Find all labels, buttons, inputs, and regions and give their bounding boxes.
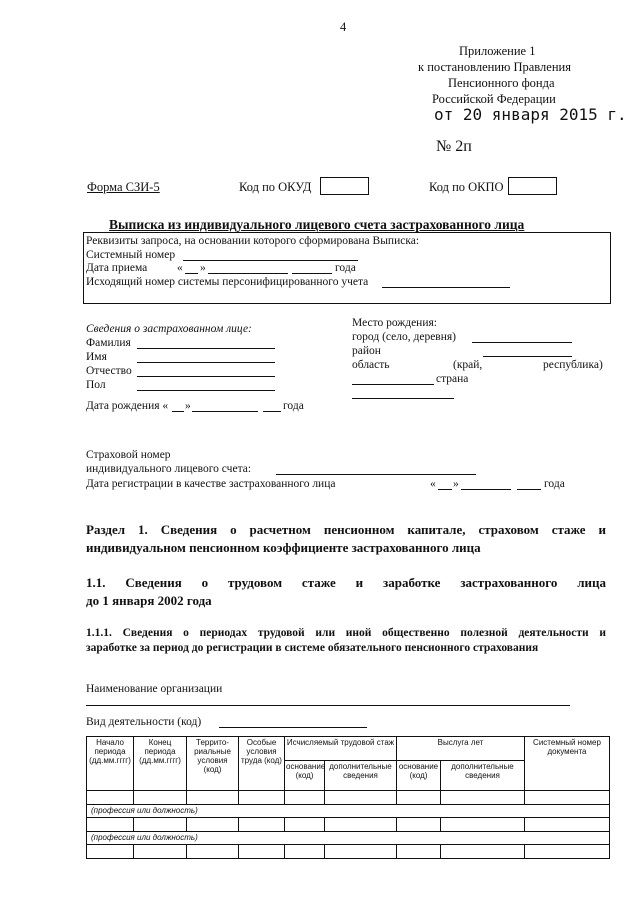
surname-field[interactable]	[137, 348, 275, 349]
registration-day-field[interactable]	[438, 489, 452, 490]
okud-label: Код по ОКУД	[239, 180, 312, 194]
system-number-label: Системный номер	[86, 249, 176, 261]
gender-label: Пол	[86, 379, 106, 391]
request-heading: Реквизиты запроса, на основании которого сформирована Выписка:	[86, 235, 420, 247]
okud-code-box[interactable]	[320, 177, 369, 195]
region-label: область	[352, 359, 390, 371]
col-header-years-service: Выслуга лет	[397, 737, 525, 761]
section-1-heading-line-2: индивидуальном пенсионном коэффициенте застрахованного лица	[86, 540, 481, 555]
col-header-service-extra: дополнительные сведения	[441, 761, 525, 791]
registration-date-label: Дата регистрации в качестве застрахованного лица	[86, 478, 336, 490]
birth-month-field[interactable]	[192, 411, 258, 412]
receipt-date-mid: »	[200, 262, 206, 274]
receipt-year-label: года	[335, 262, 356, 274]
receipt-day-field[interactable]	[185, 273, 198, 274]
republic-label: республика)	[543, 359, 603, 371]
annex-date: от 20 января 2015 г.	[434, 105, 627, 124]
col-header-end: Конец периода (дд.мм.гггг)	[134, 737, 187, 791]
section-1-1-1-heading-line-2: заработке за период до регистрации в системе обязательного пенсионного страхования	[86, 642, 539, 654]
registration-date-open: «	[430, 478, 436, 490]
profession-note: (профессия или должность)	[87, 832, 610, 845]
insurance-number-label-2: индивидуального лицевого счета:	[86, 463, 252, 475]
registration-year-field[interactable]	[517, 489, 541, 490]
section-1-heading-line-1: Раздел 1. Сведения о расчетном пенсионном капитале, страховом стаже и	[86, 522, 606, 537]
organization-label: Наименование организации	[86, 683, 223, 695]
table-note-row	[87, 832, 610, 845]
periods-table	[86, 736, 610, 859]
document-title: Выписка из индивидуального лицевого счета застрахованного лица	[109, 217, 525, 232]
district-label: район	[352, 345, 381, 357]
insurance-number-field[interactable]	[276, 474, 476, 475]
col-header-special: Особые условия труда (код)	[239, 737, 285, 791]
col-header-doc-number: Системный номер документа	[525, 737, 610, 791]
okpo-code-box[interactable]	[508, 177, 557, 195]
birth-year-label: года	[283, 400, 304, 412]
col-header-calc-extra: дополнительные сведения	[325, 761, 397, 791]
section-1-1-heading-line-2: до 1 января 2002 года	[86, 593, 212, 608]
receipt-date-open: «	[177, 262, 183, 274]
organization-field[interactable]	[86, 705, 570, 706]
table-row	[87, 818, 610, 832]
birth-date-label: Дата рождения «	[86, 400, 169, 412]
form-name: Форма СЗИ-5	[87, 180, 160, 194]
registration-year-label: года	[544, 478, 565, 490]
activity-label: Вид деятельности (код)	[86, 716, 202, 728]
col-header-territorial: Террито-риальные условия (код)	[187, 737, 239, 791]
region-field[interactable]	[352, 384, 434, 385]
country-label: страна	[436, 373, 469, 385]
annex-number: № 2п	[436, 138, 472, 155]
krai-label: (край,	[453, 359, 483, 371]
okpo-label: Код по ОКПО	[429, 180, 504, 194]
receipt-year-field[interactable]	[292, 273, 332, 274]
section-1-1-1-heading-line-1: 1.1.1. Сведения о периодах трудовой или иной общественно полезной деятельности и	[86, 627, 606, 639]
outgoing-number-label: Исходящий номер системы персонифицированного учета	[86, 276, 369, 288]
country-field[interactable]	[352, 398, 454, 399]
receipt-month-field[interactable]	[208, 273, 288, 274]
district-field[interactable]	[483, 356, 572, 357]
city-label: город (село, деревня)	[352, 331, 457, 343]
surname-label: Фамилия	[86, 337, 131, 349]
birthplace-heading: Место рождения:	[352, 317, 437, 329]
profession-note: (профессия или должность)	[87, 805, 610, 818]
table-row	[87, 845, 610, 859]
name-label: Имя	[86, 351, 107, 363]
col-header-start: Начало периода (дд.мм.гггг)	[87, 737, 134, 791]
receipt-date-label: Дата приема	[86, 262, 148, 274]
system-number-field[interactable]	[183, 260, 358, 261]
birth-date-mid: »	[185, 400, 191, 412]
person-heading: Сведения о застрахованном лице:	[86, 323, 252, 335]
patronymic-label: Отчество	[86, 365, 132, 377]
registration-month-field[interactable]	[461, 489, 511, 490]
outgoing-number-field[interactable]	[382, 287, 510, 288]
registration-date-mid: »	[453, 478, 459, 490]
annex-line-3: Пенсионного фонда	[448, 76, 555, 90]
patronymic-field[interactable]	[137, 376, 275, 377]
gender-field[interactable]	[137, 390, 275, 391]
birth-day-field[interactable]	[172, 411, 184, 412]
annex-line-2: к постановлению Правления	[418, 60, 571, 74]
col-header-service-basis: основание (код)	[397, 761, 441, 791]
col-header-calc-service: Исчисляемый трудовой стаж	[285, 737, 397, 761]
table-row	[87, 791, 610, 805]
name-field[interactable]	[137, 362, 275, 363]
annex-line-1: Приложение 1	[459, 44, 536, 58]
annex-line-4: Российской Федерации	[432, 92, 556, 106]
insurance-number-label-1: Страховой номер	[86, 449, 171, 461]
page-number: 4	[340, 20, 347, 34]
section-1-1-heading-line-1: 1.1. Сведения о трудовом стаже и заработке застрахованного лица	[86, 575, 606, 590]
col-header-calc-basis: основание (код)	[285, 761, 325, 791]
birth-year-field[interactable]	[263, 411, 281, 412]
city-field[interactable]	[472, 342, 572, 343]
table-note-row	[87, 805, 610, 818]
activity-field[interactable]	[219, 727, 367, 728]
